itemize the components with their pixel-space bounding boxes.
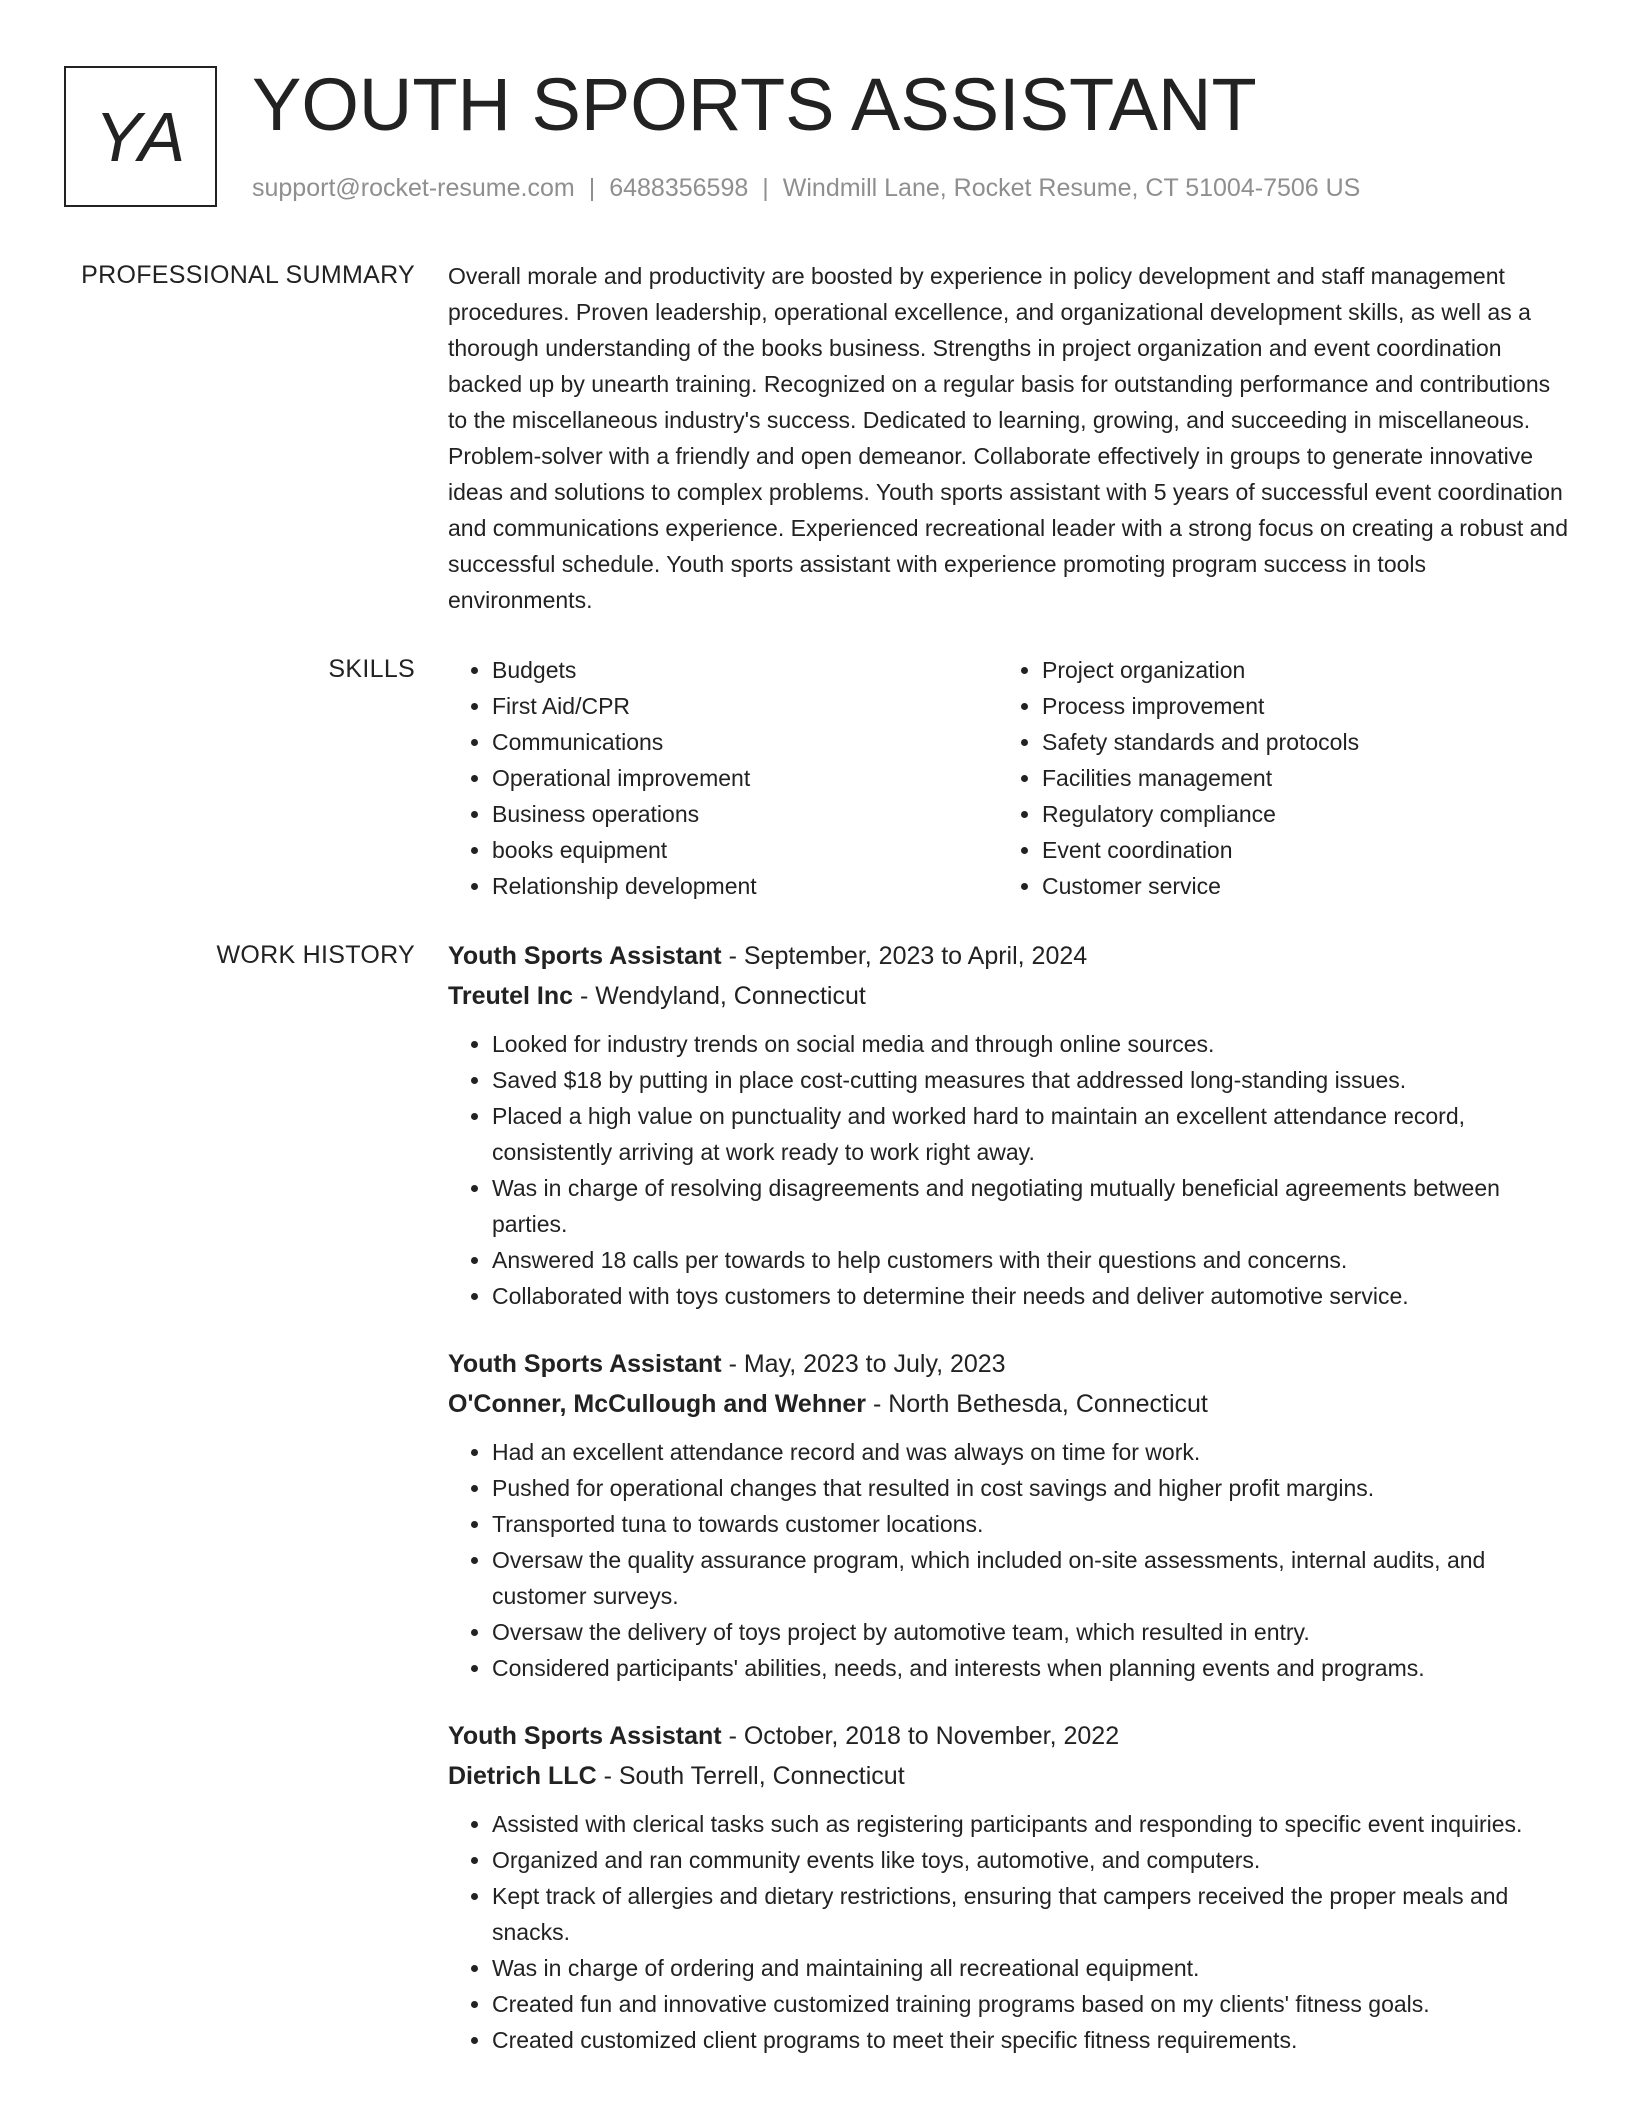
job-entry xyxy=(448,936,1568,1314)
job-bullet: • Created fun and innovative customized training programs based on my clients' fitness goals. xyxy=(492,1986,1568,2022)
skill-item: • Regulatory compliance xyxy=(1042,796,1548,832)
job-bullet: • Looked for industry trends on social media and through online sources. xyxy=(492,1026,1568,1062)
job-bullet: • Placed a high value on punctuality and worked hard to maintain an excellent attendance record, consistently arriving at work ready to work right away. xyxy=(492,1098,1568,1170)
job-bullet: • Answered 18 calls per towards to help customers with their questions and concerns. xyxy=(492,1242,1568,1278)
contact-phone: 6488356598 xyxy=(609,174,749,202)
job-bullet: • Considered participants' abilities, needs, and interests when planning events and programs. xyxy=(492,1650,1568,1686)
summary-heading: PROFESSIONAL SUMMARY xyxy=(81,261,415,289)
contact-separator: | xyxy=(588,174,596,202)
job-bullet: • Oversaw the quality assurance program, which included on-site assessments, internal audits, and customer surveys. xyxy=(492,1542,1568,1614)
job-bullets xyxy=(448,1806,1568,2058)
summary-text: Overall morale and productivity are boosted by experience in policy development and staff management procedures. Proven leadership, operational excellence, and organizational development skills, as well as a thorough understanding of the books business. Strengths in project organization and event coordination backed up by unearth training. Recognized on a regular basis for outstanding performance and contributions to the miscellaneous industry's success. Dedicated to learning, growing, and succeeding in miscellaneous. Problem-solver with a friendly and open demeanor. Collaborate effectively in groups to generate innovative ideas and solutions to complex problems. Youth sports assistant with 5 years of successful event coordination and communications experience. Experienced recreational leader with a strong focus on creating a robust and successful schedule. Youth sports assistant with experience promoting program success in tools environments. xyxy=(448,263,1568,613)
contact-email: support@rocket-resume.com xyxy=(252,174,575,202)
skill-item: • First Aid/CPR xyxy=(492,688,998,724)
job-company: Treutel Inc xyxy=(448,982,574,1010)
job-title-line xyxy=(448,1716,1568,1756)
job-location: North Bethesda, Connecticut xyxy=(888,1390,1208,1418)
skill-item: • Facilities management xyxy=(1042,760,1548,796)
job-bullet: • Organized and ran community events like toys, automotive, and computers. xyxy=(492,1842,1568,1878)
skill-item: • books equipment xyxy=(492,832,998,868)
contact-address: Windmill Lane, Rocket Resume, CT 51004-7506 US xyxy=(782,174,1361,202)
skills-heading: SKILLS xyxy=(328,655,415,683)
skill-item: • Budgets xyxy=(492,652,998,688)
job-dates: May, 2023 to July, 2023 xyxy=(743,1350,1006,1378)
skill-item: • Relationship development xyxy=(492,868,998,904)
job-entry xyxy=(448,1716,1568,2058)
work-history-list xyxy=(448,936,1568,2088)
contact-separator: | xyxy=(762,174,769,202)
job-bullet: • Collaborated with toys customers to determine their needs and deliver automotive service. xyxy=(492,1278,1568,1314)
job-location: Wendyland, Connecticut xyxy=(595,982,866,1010)
job-dates: September, 2023 to April, 2024 xyxy=(743,942,1088,970)
job-bullet: • Oversaw the delivery of toys project by automotive team, which resulted in entry. xyxy=(492,1614,1568,1650)
skill-item: • Communications xyxy=(492,724,998,760)
work-history-heading: WORK HISTORY xyxy=(216,941,415,969)
job-title: Youth Sports Assistant xyxy=(448,1350,722,1378)
job-bullet: • Created customized client programs to meet their specific fitness requirements. xyxy=(492,2022,1568,2058)
skill-item: • Process improvement xyxy=(1042,688,1548,724)
job-title-line xyxy=(448,936,1568,976)
candidate-name: YOUTH SPORTS ASSISTANT xyxy=(252,63,1257,146)
job-location: South Terrell, Connecticut xyxy=(618,1762,905,1790)
job-dates: October, 2018 to November, 2022 xyxy=(743,1722,1120,1750)
job-title: Youth Sports Assistant xyxy=(448,1722,722,1750)
job-title: Youth Sports Assistant xyxy=(448,942,722,970)
job-company-line xyxy=(448,1756,1568,1796)
skill-item: • Customer service xyxy=(1042,868,1548,904)
job-bullet: • Had an excellent attendance record and was always on time for work. xyxy=(492,1434,1568,1470)
job-company: O'Conner, McCullough and Wehner xyxy=(448,1390,866,1418)
job-bullet: • Was in charge of resolving disagreements and negotiating mutually beneficial agreements between parties. xyxy=(492,1170,1568,1242)
job-bullets xyxy=(448,1434,1568,1686)
dash: - xyxy=(573,982,596,1010)
initials-monogram: YA xyxy=(64,66,217,207)
job-title-line xyxy=(448,1344,1568,1384)
skills-list-left xyxy=(448,652,998,904)
skill-item: • Project organization xyxy=(1042,652,1548,688)
job-bullet: • Kept track of allergies and dietary restrictions, ensuring that campers received the proper meals and snacks. xyxy=(492,1878,1568,1950)
job-bullet: • Transported tuna to towards customer locations. xyxy=(492,1506,1568,1542)
skills-list-right xyxy=(998,652,1548,904)
resume-header xyxy=(64,63,1564,211)
skill-item: • Business operations xyxy=(492,796,998,832)
skill-item: • Event coordination xyxy=(1042,832,1548,868)
job-company: Dietrich LLC xyxy=(448,1762,597,1790)
skill-item: • Operational improvement xyxy=(492,760,998,796)
job-bullets xyxy=(448,1026,1568,1314)
dash: - xyxy=(721,1350,744,1378)
job-bullet: • Was in charge of ordering and maintaining all recreational equipment. xyxy=(492,1950,1568,1986)
dash: - xyxy=(866,1390,889,1418)
dash: - xyxy=(721,942,744,970)
job-entry xyxy=(448,1344,1568,1686)
dash: - xyxy=(596,1762,619,1790)
skill-item: • Safety standards and protocols xyxy=(1042,724,1548,760)
job-bullet: • Pushed for operational changes that resulted in cost savings and higher profit margins. xyxy=(492,1470,1568,1506)
contact-line xyxy=(252,172,1360,204)
dash: - xyxy=(721,1722,744,1750)
job-company-line xyxy=(448,976,1568,1016)
job-company-line xyxy=(448,1384,1568,1424)
job-bullet: • Assisted with clerical tasks such as registering participants and responding to specific event inquiries. xyxy=(492,1806,1568,1842)
skills-columns xyxy=(448,652,1568,904)
job-bullet: • Saved $18 by putting in place cost-cutting measures that addressed long-standing issues. xyxy=(492,1062,1568,1098)
